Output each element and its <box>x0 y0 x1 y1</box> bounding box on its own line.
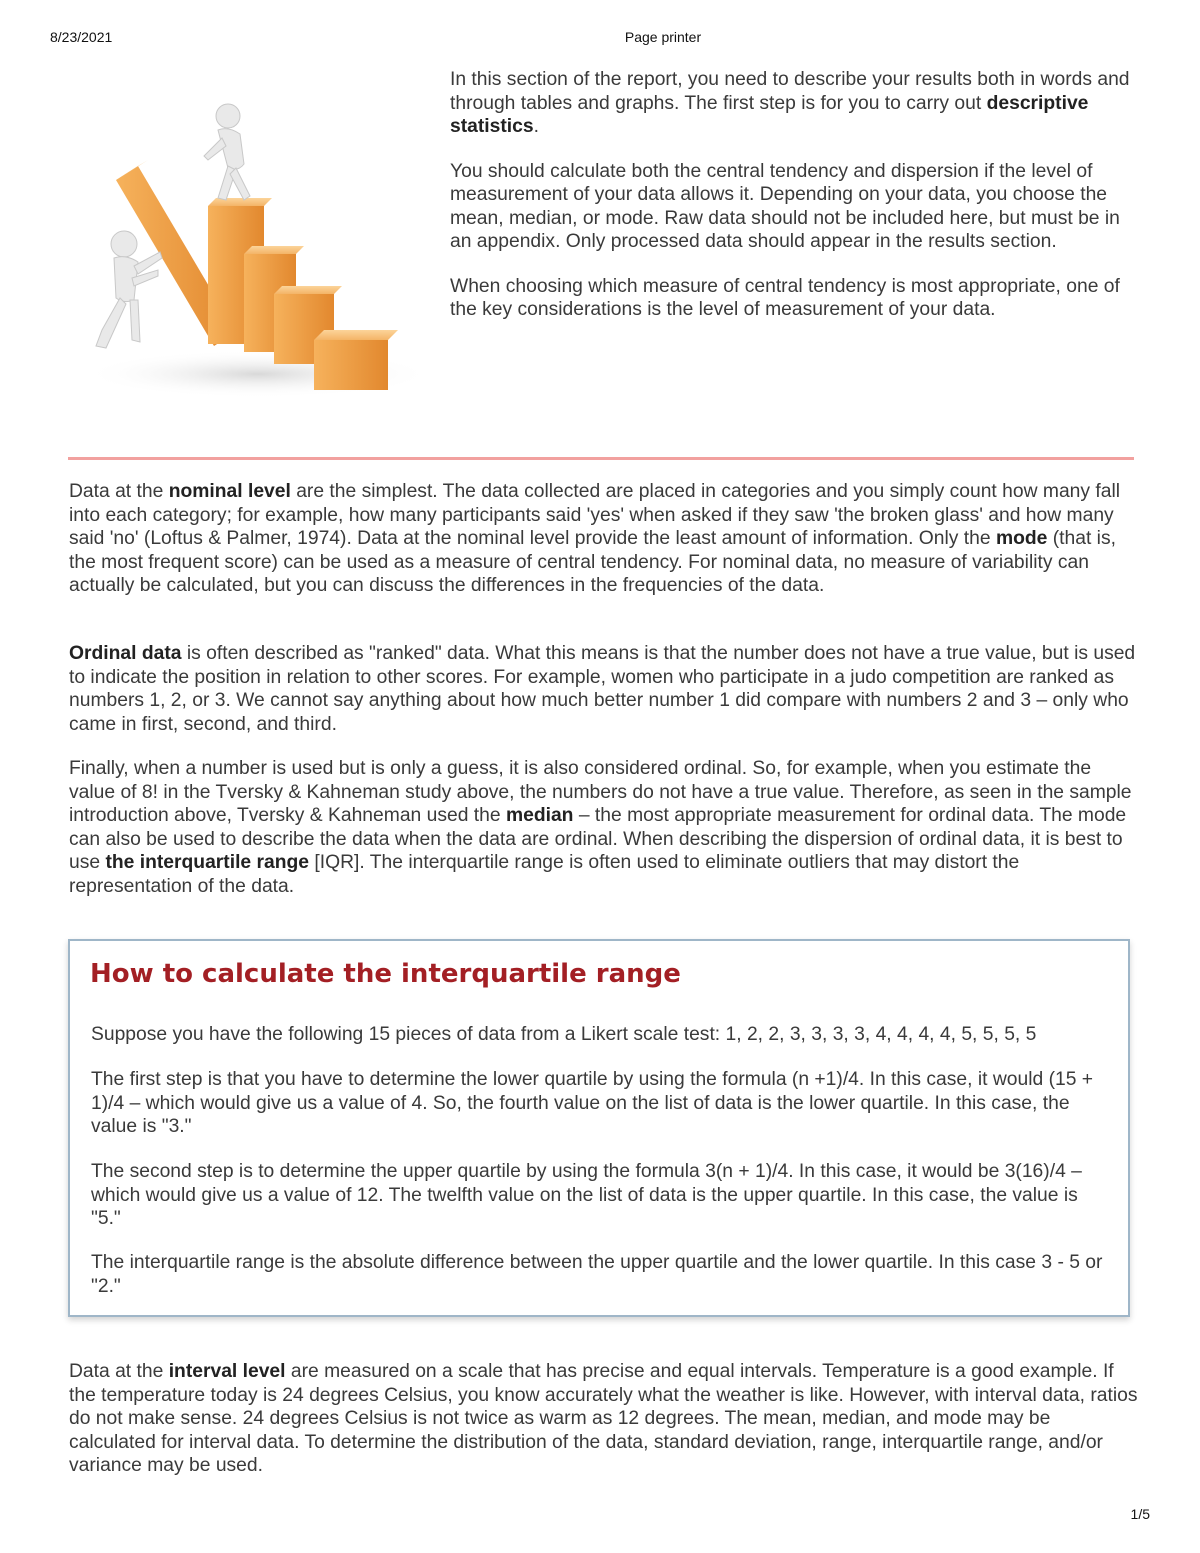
intro-paragraph: When choosing which measure of central tendency is most appropriate, one of the key considerations is the level of measurement of your data. <box>450 275 1120 320</box>
median-term: median <box>505 805 574 826</box>
callout-paragraph: The first step is that you have to determine the lower quartile by using the formula (n +1)/4. In this case, it would (15 + 1)/4 – which would give us a value of 4. So, the fourth value on the list of data is the lower quartile. In this case, the value is "3." <box>91 1069 1094 1137</box>
callout-paragraph: The interquartile range is the absolute difference between the upper quartile and the lower quartile. In this case 3 - 5 or "2." <box>91 1252 1103 1297</box>
intro-paragraph: You should calculate both the central tendency and dispersion if the level of measurement of your data allows it. Depending on your data, you choose the mean, median, or mode. Raw data should not be included here, but must be in an appendix. Only processed data should appear in the results section. <box>450 160 1120 252</box>
print-title: Page printer <box>624 29 702 45</box>
nominal-level-paragraph: Data at the nominal level are the simplest. The data collected are placed in categories and you simply count how many fall into each category; for example, how many participants said 'yes' when asked if they saw 'the broken glass' and how many said 'no' (Loftus & Palmer, 1974). Data at the nominal level provide the least amount of information. Only the mode (that is, the most frequent score) can be used as a measure of central tendency. For nominal data, no measure of variability can actually be calculated, but you can discuss the differences in the frequencies of the data. <box>69 481 1121 596</box>
descriptive-statistics-term: descriptive statistics <box>450 92 1089 137</box>
interquartile-range-term: the interquartile range <box>105 852 310 873</box>
print-header <box>0 29 1200 49</box>
interval-level-paragraph: Data at the interval level are measured on a scale that has precise and equal intervals. Temperature is a good example. If the temperature today is 24 degrees Celsius, you know accurately what the weather is like. However, with interval data, ratios do not make sense. 24 degrees Celsius is not twice as warm as 12 degrees. The mean, median, and mode may be calculated for interval data. To determine the distribution of the data, standard deviation, range, interquartile range, and/or variance may be used. <box>69 1361 1138 1476</box>
page-number: 1/5 <box>1130 1506 1150 1522</box>
mode-term: mode <box>995 528 1048 549</box>
callout-paragraph: The second step is to determine the upper quartile by using the formula 3(n + 1)/4. In this case, it would be 3(16)/4 – which would give us a value of 12. The twelfth value on the list of data is the upper quartile. In this case, the value is "5." <box>91 1161 1082 1229</box>
print-date: 8/23/2021 <box>50 29 113 45</box>
figures-pushing-bar-chart-icon <box>68 94 424 400</box>
ordinal-data-term: Ordinal data <box>69 643 182 664</box>
section-divider <box>68 457 1134 460</box>
intro-paragraph: In this section of the report, you need to describe your results both in words and through tables and graphs. The first step is for you to carry out descriptive statistics. <box>450 69 1130 137</box>
callout-paragraph: Suppose you have the following 15 pieces of data from a Likert scale test: 1, 2, 2, 3, 3, 3, 3, 4, 4, 4, 4, 5, 5, 5, 5 <box>91 1024 1037 1045</box>
ordinal-data-paragraph: Ordinal data is often described as "ranked" data. What this means is that the number does not have a true value, but is used to indicate the position in relation to other scores. For example, women who participate in a judo competition are ranked as numbers 1, 2, or 3. We cannot say anything about how much better number 1 did compare with numbers 2 and 3 – only who came in first, second, and third. <box>69 643 1136 735</box>
intro-text <box>450 68 1140 343</box>
callout-title: How to calculate the interquartile range <box>90 959 681 989</box>
interval-level-term: interval level <box>168 1361 286 1382</box>
iqr-callout-box <box>68 939 1130 1317</box>
ordinal-median-paragraph: Finally, when a number is used but is only a guess, it is also considered ordinal. So, for example, when you estimate the value of 8! in the Tversky & Kahneman study above, the numbers do not have a true value. Therefore, as seen in the sample introduction above, Tversky & Kahneman used the median – the most appropriate measurement for ordinal data. The mode can also be used to describe the data when the data are ordinal. When describing the dispersion of ordinal data, it is best to use the interquartile range [IQR]. The interquartile range is often used to eliminate outliers that may distort the representation of the data. <box>69 758 1132 897</box>
nominal-level-term: nominal level <box>168 481 291 502</box>
